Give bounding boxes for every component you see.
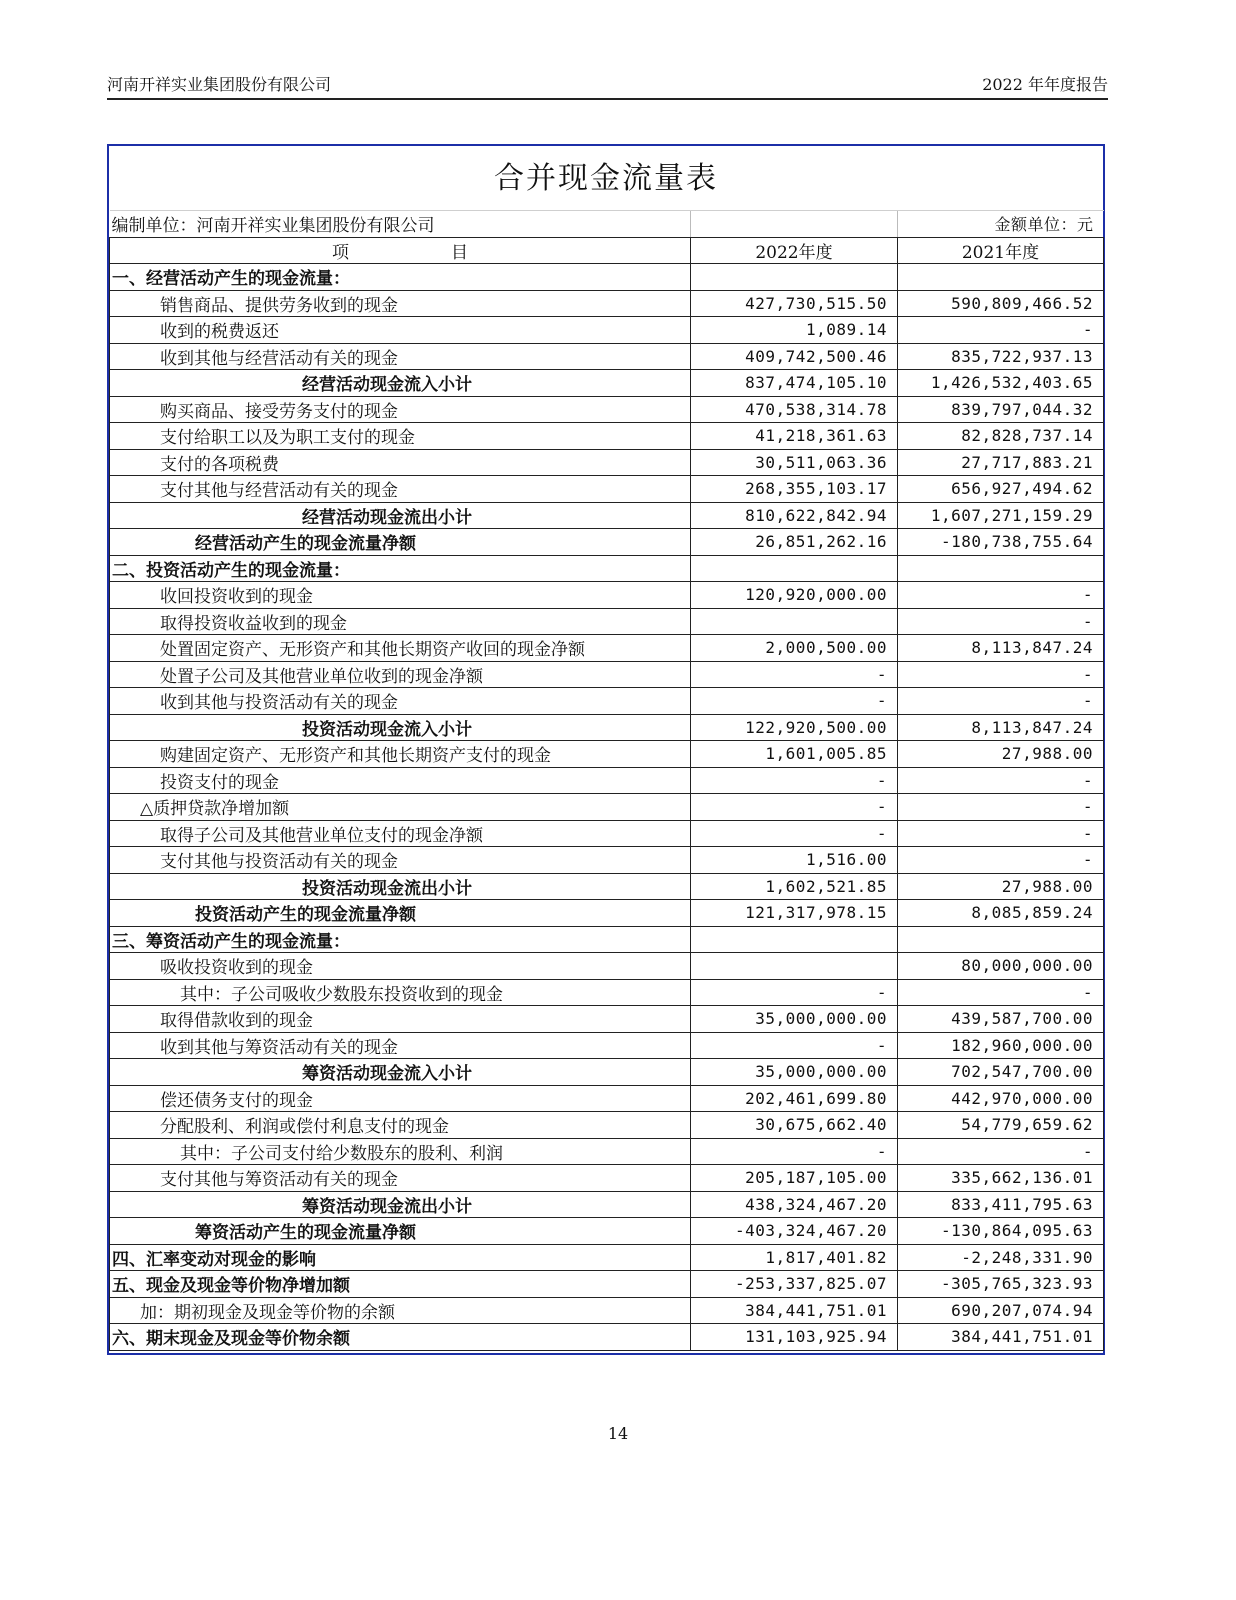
value-2022: 131,103,925.94 (691, 1324, 898, 1351)
value-2022: 121,317,978.15 (691, 900, 898, 927)
value-2021: 690,207,074.94 (898, 1297, 1104, 1324)
table-row (110, 1271, 1104, 1298)
value-2022 (691, 555, 898, 582)
value-2022 (691, 264, 898, 291)
table-row (110, 794, 1104, 821)
row-label: 处置子公司及其他营业单位收到的现金净额 (110, 661, 691, 688)
row-label: 支付其他与经营活动有关的现金 (110, 476, 691, 503)
value-2022: 409,742,500.46 (691, 343, 898, 370)
statement-title: 合并现金流量表 (494, 161, 718, 196)
table-row (110, 926, 1104, 953)
value-2022: 202,461,699.80 (691, 1085, 898, 1112)
column-header-row (110, 237, 1104, 264)
table-row (110, 343, 1104, 370)
table-row (110, 1059, 1104, 1086)
value-2021: 839,797,044.32 (898, 396, 1104, 423)
row-label: 投资活动现金流出小计 (110, 873, 691, 900)
value-2021: - (898, 317, 1104, 344)
value-2022: 810,622,842.94 (691, 502, 898, 529)
preparer-label: 编制单位：河南开祥实业集团股份有限公司 (110, 211, 691, 238)
row-label: 筹资活动现金流出小计 (110, 1191, 691, 1218)
value-2022: 122,920,500.00 (691, 714, 898, 741)
table-row (110, 1218, 1104, 1245)
value-2021: 27,988.00 (898, 741, 1104, 768)
table-row (110, 820, 1104, 847)
unit-label: 金额单位：元 (898, 211, 1104, 238)
table-row (110, 1138, 1104, 1165)
table-row (110, 635, 1104, 662)
row-label: 销售商品、提供劳务收到的现金 (110, 290, 691, 317)
value-2021: 384,441,751.01 (898, 1324, 1104, 1351)
table-row (110, 396, 1104, 423)
table-row (110, 979, 1104, 1006)
table-row (110, 1244, 1104, 1271)
value-2022: 41,218,361.63 (691, 423, 898, 450)
value-2022 (691, 953, 898, 980)
value-2021: 27,717,883.21 (898, 449, 1104, 476)
value-2022: 35,000,000.00 (691, 1006, 898, 1033)
value-2021 (898, 926, 1104, 953)
value-2022: 268,355,103.17 (691, 476, 898, 503)
value-2022 (691, 926, 898, 953)
table-row (110, 1324, 1104, 1351)
value-2022: - (691, 820, 898, 847)
value-2021: - (898, 979, 1104, 1006)
page-header (107, 68, 1108, 100)
row-label: 五、现金及现金等价物净增加额 (110, 1271, 691, 1298)
table-row (110, 953, 1104, 980)
value-2022: - (691, 794, 898, 821)
row-label: △质押贷款净增加额 (110, 794, 691, 821)
table-row (110, 264, 1104, 291)
row-label: 其中：子公司吸收少数股东投资收到的现金 (110, 979, 691, 1006)
row-label: 二、投资活动产生的现金流量： (110, 555, 691, 582)
row-label: 三、筹资活动产生的现金流量： (110, 926, 691, 953)
value-2021: -2,248,331.90 (898, 1244, 1104, 1271)
table-row (110, 423, 1104, 450)
column-header-2022: 2022年度 (691, 237, 898, 264)
meta-row (110, 211, 1104, 238)
row-label: 经营活动现金流入小计 (110, 370, 691, 397)
row-label: 处置固定资产、无形资产和其他长期资产收回的现金净额 (110, 635, 691, 662)
row-label: 购买商品、接受劳务支付的现金 (110, 396, 691, 423)
value-2022: 30,511,063.36 (691, 449, 898, 476)
value-2021: - (898, 661, 1104, 688)
value-2022: - (691, 1032, 898, 1059)
table-row (110, 555, 1104, 582)
value-2022: 427,730,515.50 (691, 290, 898, 317)
value-2021: - (898, 820, 1104, 847)
value-2022: 1,089.14 (691, 317, 898, 344)
value-2021: - (898, 582, 1104, 609)
column-header-item: 项 目 (110, 237, 691, 264)
value-2021: 1,607,271,159.29 (898, 502, 1104, 529)
table-row (110, 1297, 1104, 1324)
value-2021: 8,113,847.24 (898, 714, 1104, 741)
value-2021: -305,765,323.93 (898, 1271, 1104, 1298)
row-label: 投资活动现金流入小计 (110, 714, 691, 741)
value-2022: - (691, 1138, 898, 1165)
table-row (110, 529, 1104, 556)
row-label: 支付其他与筹资活动有关的现金 (110, 1165, 691, 1192)
value-2022: -403,324,467.20 (691, 1218, 898, 1245)
header-company: 河南开祥实业集团股份有限公司 (107, 75, 332, 94)
table-row (110, 1112, 1104, 1139)
value-2021: 8,113,847.24 (898, 635, 1104, 662)
value-2021: 27,988.00 (898, 873, 1104, 900)
value-2021 (898, 264, 1104, 291)
value-2021: 54,779,659.62 (898, 1112, 1104, 1139)
value-2021: 656,927,494.62 (898, 476, 1104, 503)
value-2022: 470,538,314.78 (691, 396, 898, 423)
value-2022: - (691, 661, 898, 688)
value-2022: - (691, 688, 898, 715)
value-2022: 1,602,521.85 (691, 873, 898, 900)
column-header-2021: 2021年度 (898, 237, 1104, 264)
table-row (110, 1191, 1104, 1218)
table-row (110, 449, 1104, 476)
table-row (110, 714, 1104, 741)
row-label: 偿还债务支付的现金 (110, 1085, 691, 1112)
cash-flow-statement (107, 144, 1105, 1355)
value-2021: 80,000,000.00 (898, 953, 1104, 980)
table-row (110, 1165, 1104, 1192)
value-2022: 1,516.00 (691, 847, 898, 874)
row-label: 收回投资收到的现金 (110, 582, 691, 609)
value-2021: 335,662,136.01 (898, 1165, 1104, 1192)
table-row (110, 476, 1104, 503)
table-row (110, 873, 1104, 900)
table-row (110, 661, 1104, 688)
value-2022: 120,920,000.00 (691, 582, 898, 609)
row-label: 经营活动现金流出小计 (110, 502, 691, 529)
value-2021: 835,722,937.13 (898, 343, 1104, 370)
row-label: 筹资活动产生的现金流量净额 (110, 1218, 691, 1245)
value-2022: 205,187,105.00 (691, 1165, 898, 1192)
table-row (110, 900, 1104, 927)
page-number: 14 (607, 1424, 629, 1443)
table-row (110, 608, 1104, 635)
value-2022: 837,474,105.10 (691, 370, 898, 397)
table-row (110, 1006, 1104, 1033)
row-label: 收到其他与经营活动有关的现金 (110, 343, 691, 370)
header-report: 2022 年年度报告 (982, 75, 1108, 94)
row-label: 经营活动产生的现金流量净额 (110, 529, 691, 556)
value-2021: 442,970,000.00 (898, 1085, 1104, 1112)
value-2022: - (691, 767, 898, 794)
value-2021: 82,828,737.14 (898, 423, 1104, 450)
value-2022: 438,324,467.20 (691, 1191, 898, 1218)
row-label: 取得借款收到的现金 (110, 1006, 691, 1033)
value-2021: 1,426,532,403.65 (898, 370, 1104, 397)
row-label: 四、汇率变动对现金的影响 (110, 1244, 691, 1271)
row-label: 取得子公司及其他营业单位支付的现金净额 (110, 820, 691, 847)
row-label: 投资支付的现金 (110, 767, 691, 794)
row-label: 其中：子公司支付给少数股东的股利、利润 (110, 1138, 691, 1165)
row-label: 购建固定资产、无形资产和其他长期资产支付的现金 (110, 741, 691, 768)
table-row (110, 582, 1104, 609)
value-2021: 439,587,700.00 (898, 1006, 1104, 1033)
value-2021: 8,085,859.24 (898, 900, 1104, 927)
table-row (110, 1032, 1104, 1059)
row-label: 筹资活动现金流入小计 (110, 1059, 691, 1086)
table-row (110, 767, 1104, 794)
value-2021: 833,411,795.63 (898, 1191, 1104, 1218)
value-2021: - (898, 847, 1104, 874)
value-2021: 702,547,700.00 (898, 1059, 1104, 1086)
row-label: 支付其他与投资活动有关的现金 (110, 847, 691, 874)
value-2021: 182,960,000.00 (898, 1032, 1104, 1059)
value-2021 (898, 555, 1104, 582)
value-2022: 26,851,262.16 (691, 529, 898, 556)
value-2021: -180,738,755.64 (898, 529, 1104, 556)
value-2022: 1,817,401.82 (691, 1244, 898, 1271)
row-label: 加：期初现金及现金等价物的余额 (110, 1297, 691, 1324)
table-row (110, 847, 1104, 874)
value-2021: - (898, 688, 1104, 715)
row-label: 支付给职工以及为职工支付的现金 (110, 423, 691, 450)
row-label: 吸收投资收到的现金 (110, 953, 691, 980)
table-row (110, 502, 1104, 529)
table-row (110, 370, 1104, 397)
cash-flow-table (109, 210, 1104, 1351)
value-2022 (691, 608, 898, 635)
value-2022: 384,441,751.01 (691, 1297, 898, 1324)
value-2021: - (898, 1138, 1104, 1165)
value-2021: 590,809,466.52 (898, 290, 1104, 317)
table-row (110, 688, 1104, 715)
row-label: 投资活动产生的现金流量净额 (110, 900, 691, 927)
value-2022: 1,601,005.85 (691, 741, 898, 768)
row-label: 分配股利、利润或偿付利息支付的现金 (110, 1112, 691, 1139)
value-2021: -130,864,095.63 (898, 1218, 1104, 1245)
row-label: 支付的各项税费 (110, 449, 691, 476)
table-row (110, 317, 1104, 344)
row-label: 一、经营活动产生的现金流量： (110, 264, 691, 291)
table-row (110, 1085, 1104, 1112)
value-2022: 35,000,000.00 (691, 1059, 898, 1086)
row-label: 收到的税费返还 (110, 317, 691, 344)
value-2022: 2,000,500.00 (691, 635, 898, 662)
value-2022: 30,675,662.40 (691, 1112, 898, 1139)
table-row (110, 290, 1104, 317)
row-label: 取得投资收益收到的现金 (110, 608, 691, 635)
value-2021: - (898, 794, 1104, 821)
value-2021: - (898, 767, 1104, 794)
meta-empty-cell (691, 211, 898, 238)
row-label: 六、期末现金及现金等价物余额 (110, 1324, 691, 1351)
table-row (110, 741, 1104, 768)
value-2021: - (898, 608, 1104, 635)
row-label: 收到其他与筹资活动有关的现金 (110, 1032, 691, 1059)
value-2022: -253,337,825.07 (691, 1271, 898, 1298)
row-label: 收到其他与投资活动有关的现金 (110, 688, 691, 715)
value-2022: - (691, 979, 898, 1006)
